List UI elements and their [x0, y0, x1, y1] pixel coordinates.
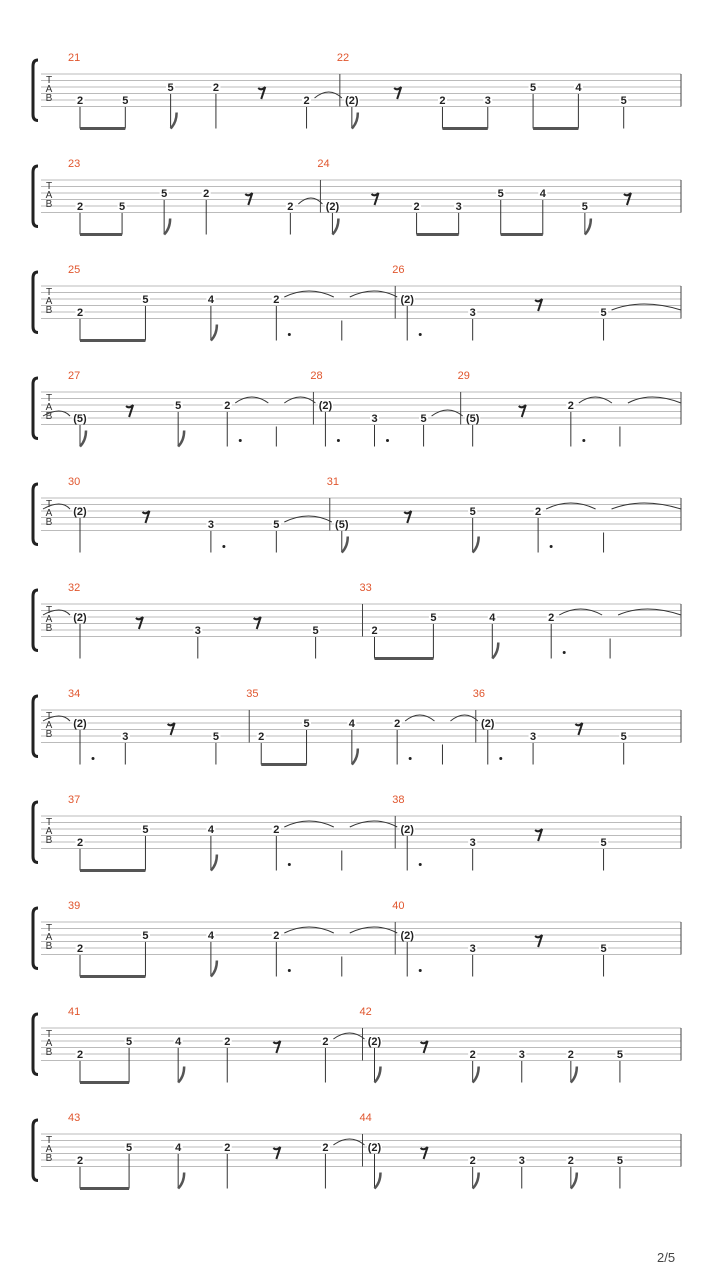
tab-system [33, 794, 681, 871]
measure-number: 39 [68, 900, 81, 912]
fret-number: 5 [167, 82, 174, 94]
tie-arc [284, 821, 333, 827]
measure-number: 29 [457, 370, 470, 382]
fret-number: 4 [207, 930, 214, 942]
measure-number: 37 [68, 794, 81, 806]
fret-number: 2 [273, 824, 280, 836]
measure-number: 38 [392, 794, 405, 806]
tab-system [33, 900, 681, 977]
system-bracket [33, 1120, 38, 1181]
fret-number: 5 [620, 731, 627, 743]
fret-number: 5 [119, 201, 126, 213]
fret-number: (2) [481, 718, 495, 730]
tab-clef-letter: A [45, 932, 53, 943]
fret-number: 2 [76, 201, 84, 213]
measure-number: 43 [68, 1112, 81, 1124]
measure-number: 33 [359, 582, 372, 594]
note-flag [80, 431, 86, 447]
tab-system [33, 582, 681, 659]
fret-number: (2) [73, 612, 87, 624]
tab-clef-letter: T [45, 605, 53, 616]
fret-number: 2 [548, 612, 555, 624]
note-flag [171, 113, 177, 129]
tab-clef-letter: A [45, 826, 53, 837]
note-flag [342, 537, 348, 553]
tab-system [33, 1006, 681, 1083]
fret-number: 5 [497, 188, 504, 200]
fret-number: 2 [469, 1155, 476, 1167]
system-bracket [33, 166, 38, 227]
fret-number: 4 [575, 82, 582, 94]
tab-clef-letter: T [45, 287, 53, 298]
fret-number: 5 [420, 413, 427, 425]
tab-clef-letter: A [45, 402, 53, 413]
system-bracket [33, 484, 38, 545]
tie-arc [333, 1033, 364, 1039]
tie-arc [284, 927, 333, 933]
tab-clef-letter: T [45, 711, 53, 722]
fret-number: 5 [469, 506, 476, 518]
system-bracket [33, 272, 38, 333]
measure-number: 27 [68, 370, 81, 382]
tab-clef-letter: T [45, 923, 53, 934]
fret-number: 2 [76, 1155, 84, 1167]
tab-clef-letter: B [45, 1047, 53, 1058]
fret-number: (2) [367, 1036, 382, 1048]
fret-number: 5 [312, 625, 319, 637]
tie-arc [315, 92, 342, 98]
system-bracket [33, 1014, 38, 1075]
note-flag [571, 1067, 577, 1083]
note-flag [352, 749, 358, 765]
fret-number: 3 [371, 413, 378, 425]
note-flag [211, 325, 217, 341]
measure-number: 28 [310, 370, 323, 382]
note-flag [473, 537, 479, 553]
fret-number: 2 [76, 307, 84, 319]
tab-clef-letter: A [45, 720, 53, 731]
fret-number: 5 [142, 294, 149, 306]
measure-number: 41 [68, 1006, 81, 1018]
fret-number: 5 [600, 837, 607, 849]
tie-arc [284, 291, 333, 297]
fret-number: (2) [73, 718, 87, 730]
fret-number: 2 [76, 95, 84, 107]
tab-clef-letter: B [45, 941, 53, 952]
tab-system [33, 1112, 681, 1189]
tie-arc [450, 715, 477, 721]
fret-number: 2 [371, 625, 378, 637]
fret-number: 3 [207, 519, 214, 531]
tie-arc [612, 304, 681, 310]
system-bracket [33, 60, 38, 121]
fret-number: 2 [76, 943, 84, 955]
system-bracket [33, 908, 38, 969]
fret-number: 2 [394, 718, 401, 730]
fret-number: 5 [273, 519, 280, 531]
tab-system [33, 370, 681, 447]
tab-system [33, 476, 681, 553]
measure-number: 21 [68, 52, 81, 64]
fret-number: 4 [207, 294, 214, 306]
measure-number: 23 [68, 158, 81, 170]
tab-clef-letter: B [45, 411, 53, 422]
tab-clef-letter: T [45, 817, 53, 828]
fret-number: 5 [122, 95, 129, 107]
dot [550, 545, 553, 548]
fret-number: 2 [224, 400, 231, 412]
dot [386, 439, 389, 442]
fret-number: 4 [348, 718, 355, 730]
note-flag [375, 1067, 381, 1083]
note-flag [211, 855, 217, 871]
fret-number: 5 [303, 718, 310, 730]
measure-number: 35 [246, 688, 259, 700]
tab-clef-letter: B [45, 517, 53, 528]
note-flag [571, 1173, 577, 1189]
fret-number: (2) [318, 400, 333, 412]
fret-number: 5 [530, 82, 537, 94]
fret-number: (2) [367, 1142, 382, 1154]
fret-number: 2 [567, 1155, 574, 1167]
fret-number: 2 [273, 294, 280, 306]
tie-arc [350, 291, 397, 297]
fret-number: 3 [194, 625, 201, 637]
dot [222, 545, 225, 548]
tie-arc [284, 397, 315, 403]
fret-number: 4 [175, 1036, 182, 1048]
tab-system [33, 158, 681, 235]
fret-number: 2 [224, 1142, 231, 1154]
fret-number: 5 [142, 930, 149, 942]
fret-number: 2 [287, 201, 294, 213]
note-flag [164, 219, 170, 235]
fret-number: 2 [258, 731, 265, 743]
dot [288, 969, 291, 972]
tab-clef-letter: T [45, 393, 53, 404]
tie-arc [628, 397, 681, 403]
fret-number: 3 [484, 95, 491, 107]
measure-number: 30 [68, 476, 81, 488]
dot [419, 969, 422, 972]
fret-number: 2 [76, 837, 84, 849]
fret-number: 5 [600, 943, 607, 955]
measure-number: 44 [359, 1112, 372, 1124]
tie-arc [618, 609, 681, 615]
fret-number: 5 [616, 1155, 623, 1167]
measure-number: 42 [359, 1006, 372, 1018]
fret-number: 4 [539, 188, 546, 200]
tie-arc [559, 609, 602, 615]
measure-number: 32 [68, 582, 81, 594]
dot [288, 333, 291, 336]
measure-number: 34 [68, 688, 81, 700]
fret-number: 5 [430, 612, 437, 624]
dot [582, 439, 585, 442]
tab-clef-letter: A [45, 84, 53, 95]
measure-number: 24 [317, 158, 330, 170]
dot [239, 439, 242, 442]
fret-number: 5 [620, 95, 627, 107]
note-flag [375, 1173, 381, 1189]
fret-number: (5) [465, 413, 480, 425]
fret-number: 4 [175, 1142, 182, 1154]
note-flag [473, 1067, 479, 1083]
fret-number: 5 [161, 188, 168, 200]
tab-clef-letter: A [45, 296, 53, 307]
system-bracket [33, 802, 38, 863]
note-flag [211, 961, 217, 977]
tab-system [33, 52, 681, 129]
fret-number: 5 [126, 1036, 133, 1048]
measure-number: 31 [326, 476, 340, 488]
note-flag [585, 219, 591, 235]
fret-number: 2 [567, 400, 574, 412]
tie-arc [579, 397, 612, 403]
tie-arc [333, 1139, 364, 1145]
fret-number: 5 [616, 1049, 623, 1061]
fret-number: 5 [581, 201, 588, 213]
note-flag [332, 219, 338, 235]
tab-clef-letter: B [45, 729, 53, 740]
fret-number: (2) [345, 95, 359, 107]
tab-system [33, 264, 681, 341]
fret-number: 3 [518, 1049, 525, 1061]
fret-number: 2 [567, 1049, 574, 1061]
tie-arc [284, 516, 331, 522]
fret-number: 3 [122, 731, 129, 743]
dot [337, 439, 340, 442]
fret-number: 2 [439, 95, 446, 107]
fret-number: 2 [322, 1142, 329, 1154]
tab-clef-letter: A [45, 1144, 53, 1155]
tab-clef-letter: A [45, 1038, 53, 1049]
dot [409, 757, 412, 760]
note-flag [178, 1173, 184, 1189]
page-number: 2/5 [657, 1250, 676, 1265]
measure-number: 40 [392, 900, 405, 912]
fret-number: 4 [207, 824, 214, 836]
dot [563, 651, 566, 654]
fret-number: 2 [224, 1036, 231, 1048]
fret-number: 2 [203, 188, 210, 200]
note-flag [352, 113, 358, 129]
fret-number: 2 [469, 1049, 476, 1061]
fret-number: (2) [325, 201, 340, 213]
fret-number: (2) [400, 824, 414, 836]
tie-arc [432, 410, 463, 416]
fret-number: 2 [303, 95, 310, 107]
fret-number: (2) [73, 506, 87, 518]
tie-arc [405, 715, 434, 721]
dot [288, 863, 291, 866]
fret-number: (2) [400, 930, 414, 942]
tie-arc [612, 503, 681, 509]
tab-clef-letter: T [45, 75, 53, 86]
tab-clef-letter: B [45, 835, 53, 846]
fret-number: 2 [322, 1036, 329, 1048]
dot [419, 333, 422, 336]
tab-clef-letter: A [45, 508, 53, 519]
fret-number: 2 [212, 82, 219, 94]
fret-number: 3 [518, 1155, 525, 1167]
system-bracket [33, 378, 38, 439]
tie-arc [235, 397, 268, 403]
fret-number: 5 [175, 400, 182, 412]
dot [499, 757, 502, 760]
tab-clef-letter: B [45, 623, 53, 634]
fret-number: 2 [273, 930, 280, 942]
dot [419, 863, 422, 866]
fret-number: 3 [469, 837, 476, 849]
fret-number: 5 [600, 307, 607, 319]
fret-number: 5 [142, 824, 149, 836]
measure-number: 25 [68, 264, 81, 276]
tab-clef-letter: B [45, 1153, 53, 1164]
tab-clef-letter: B [45, 199, 53, 210]
fret-number: 3 [469, 943, 476, 955]
tie-arc [298, 198, 322, 204]
fret-number: (5) [335, 519, 349, 531]
fret-number: 3 [530, 731, 537, 743]
tab-system [33, 688, 681, 765]
note-flag [178, 431, 184, 447]
tab-clef-letter: B [45, 305, 53, 316]
note-flag [492, 643, 498, 659]
tab-clef-letter: T [45, 1135, 53, 1146]
tab-clef-letter: T [45, 499, 53, 510]
tab-clef-letter: T [45, 1029, 53, 1040]
tab-clef-letter: B [45, 93, 53, 104]
tab-clef-letter: A [45, 190, 53, 201]
note-flag [473, 1173, 479, 1189]
fret-number: 5 [212, 731, 219, 743]
tie-arc [350, 927, 397, 933]
fret-number: 3 [455, 201, 462, 213]
fret-number: 5 [126, 1142, 133, 1154]
measure-number: 36 [472, 688, 486, 700]
system-bracket [33, 590, 38, 651]
fret-number: 2 [413, 201, 420, 213]
fret-number: 2 [535, 506, 542, 518]
measure-number: 22 [336, 52, 350, 64]
tie-arc [546, 503, 595, 509]
tab-clef-letter: T [45, 181, 53, 192]
fret-number: (5) [73, 413, 87, 425]
fret-number: (2) [400, 294, 414, 306]
tie-arc [350, 821, 397, 827]
fret-number: 3 [469, 307, 476, 319]
note-flag [178, 1067, 184, 1083]
dot [92, 757, 95, 760]
system-bracket [33, 696, 38, 757]
fret-number: 4 [489, 612, 496, 624]
tab-clef-letter: A [45, 614, 53, 625]
fret-number: 2 [76, 1049, 84, 1061]
measure-number: 26 [392, 264, 405, 276]
